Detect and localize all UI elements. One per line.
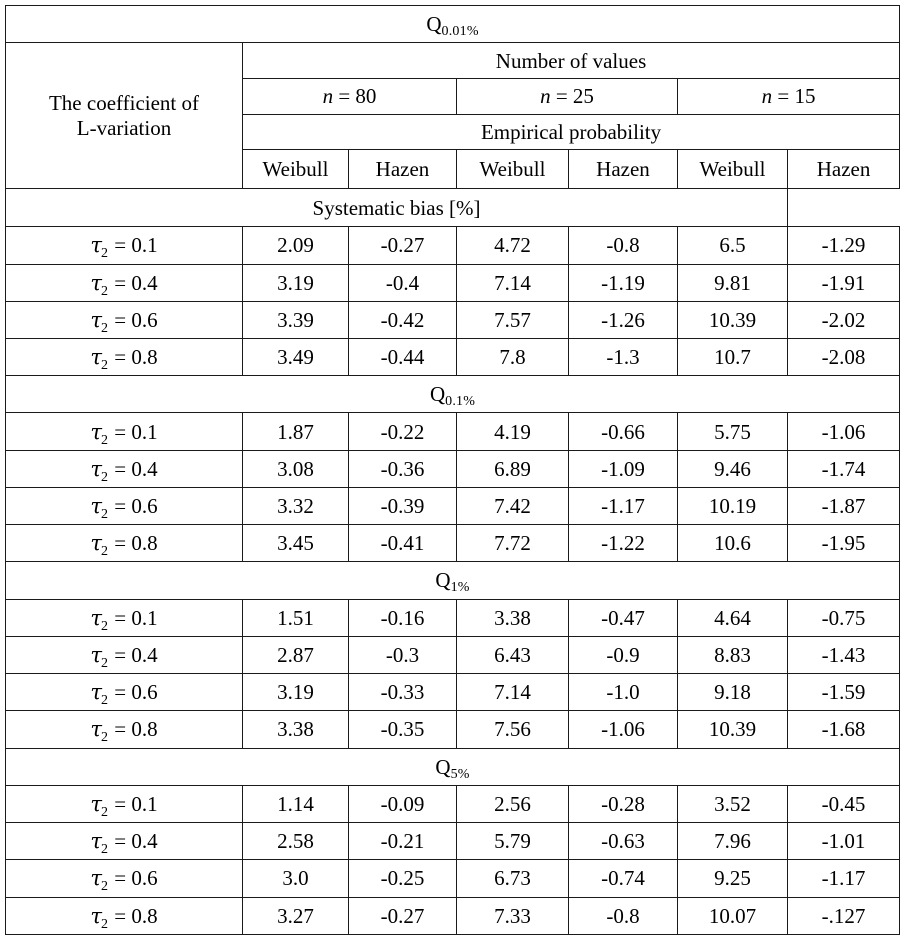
tau-subscript: 2 [101,618,109,634]
tau-subscript: 2 [101,916,109,932]
tau-symbol: τ [90,419,103,444]
data-cell: 7.33 [457,897,569,935]
data-cell: 3.32 [243,487,349,524]
row-label-tau [6,450,243,487]
section-title-row [6,376,900,413]
section-title-row [6,562,900,599]
data-cell: -0.35 [349,711,457,748]
data-cell: 9.25 [678,860,788,897]
data-cell: 6.89 [457,450,569,487]
section-title-row [6,748,900,785]
data-cell: -1.59 [788,674,900,711]
group-header-systematic-bias: Systematic bias [%] [6,188,788,226]
sample-size-value: 80 [355,84,377,109]
data-cell: -0.3 [349,636,457,673]
data-cell: 6.73 [457,860,569,897]
sample-size-symbol: n [761,84,773,109]
tau-equals: = [114,642,127,667]
data-cell: 7.72 [457,525,569,562]
number-of-values-row [6,43,900,79]
row-label-tau [6,674,243,711]
systematic-bias-table [5,5,900,935]
data-cell: -1.01 [788,823,900,860]
method-header-weibull-n80: Weibull [243,149,349,188]
method-header-weibull-n25: Weibull [457,149,569,188]
tau-equals: = [114,903,127,928]
sample-size-equals: = [555,84,568,109]
section-title-q01 [6,376,900,413]
data-cell: 5.75 [678,413,788,450]
section-title-row [6,6,900,43]
tau-symbol: τ [90,493,103,518]
row-label-tau [6,785,243,822]
data-cell: 3.52 [678,785,788,822]
tau-symbol: τ [90,233,103,258]
data-cell: 9.18 [678,674,788,711]
data-cell: -0.33 [349,674,457,711]
data-cell: 7.14 [457,264,569,301]
data-cell: 3.49 [243,338,349,375]
method-header-hazen-n80: Hazen [349,149,457,188]
tau-subscript: 2 [101,730,109,746]
tau-subscript: 2 [101,246,109,262]
tau-subscript: 2 [101,842,109,858]
tau-equals: = [114,829,127,854]
data-cell: 10.6 [678,525,788,562]
data-cell: -1.43 [788,636,900,673]
data-cell: -1.0 [569,674,678,711]
data-cell: -0.63 [569,823,678,860]
data-cell: -1.19 [569,264,678,301]
tau-symbol: τ [90,903,103,928]
data-cell: -1.22 [569,525,678,562]
data-cell: -0.8 [569,227,678,264]
data-cell: -0.28 [569,785,678,822]
section-title-q001 [6,6,900,43]
tau-equals: = [114,866,127,891]
table-row [6,301,900,338]
method-header-hazen-n15: Hazen [788,149,900,188]
tau-symbol: τ [90,531,103,556]
tau-value: 0.8 [131,717,158,742]
data-cell: -0.25 [349,860,457,897]
data-cell: 9.81 [678,264,788,301]
section-title-subscript: 0.1% [445,394,476,410]
tau-value: 0.1 [131,605,158,630]
tau-value: 0.6 [131,493,158,518]
data-cell: -0.47 [569,599,678,636]
section-title-q5 [6,748,900,785]
tau-value: 0.8 [131,345,158,370]
data-cell: -1.06 [788,413,900,450]
data-cell: -1.09 [569,450,678,487]
data-cell: 3.0 [243,860,349,897]
tau-value: 0.1 [131,419,158,444]
corner-header-coefficient-of-l-variation [6,43,243,189]
tau-subscript: 2 [101,804,109,820]
tau-symbol: τ [90,345,103,370]
data-cell: -0.36 [349,450,457,487]
sample-size-equals: = [777,84,790,109]
sample-size-equals: = [338,84,351,109]
data-cell: -0.09 [349,785,457,822]
sample-size-n15 [678,79,900,114]
data-cell: 4.64 [678,599,788,636]
table-body [6,6,900,935]
data-cell: -0.9 [569,636,678,673]
data-cell: -0.45 [788,785,900,822]
tau-subscript: 2 [101,358,109,374]
tau-equals: = [114,605,127,630]
tau-symbol: τ [90,642,103,667]
data-cell: -1.74 [788,450,900,487]
tau-equals: = [114,419,127,444]
tau-subscript: 2 [101,320,109,336]
tau-symbol: τ [90,717,103,742]
row-label-tau [6,301,243,338]
tau-value: 0.6 [131,680,158,705]
method-header-hazen-n25: Hazen [569,149,678,188]
data-cell: -0.27 [349,227,457,264]
data-cell: -0.74 [569,860,678,897]
tau-subscript: 2 [101,283,109,299]
data-cell: -1.68 [788,711,900,748]
table-row [6,487,900,524]
data-cell: -1.17 [788,860,900,897]
tau-value: 0.1 [131,791,158,816]
table-row [6,450,900,487]
tau-subscript: 2 [101,693,109,709]
data-cell: -0.66 [569,413,678,450]
data-cell: -0.41 [349,525,457,562]
data-cell: -1.3 [569,338,678,375]
data-cell: 3.38 [243,711,349,748]
data-cell: -0.8 [569,897,678,935]
sample-size-value: 15 [794,84,816,109]
data-cell: 10.07 [678,897,788,935]
data-cell: -1.29 [788,227,900,264]
tau-equals: = [114,717,127,742]
table-row [6,338,900,375]
tau-value: 0.8 [131,903,158,928]
table-row [6,413,900,450]
data-cell: 10.39 [678,711,788,748]
tau-symbol: τ [90,866,103,891]
section-title-q1 [6,562,900,599]
row-label-tau [6,413,243,450]
data-cell: 5.79 [457,823,569,860]
data-cell: -2.02 [788,301,900,338]
data-cell: 7.8 [457,338,569,375]
tau-value: 0.8 [131,531,158,556]
data-cell: 1.14 [243,785,349,822]
data-cell: 4.19 [457,413,569,450]
tau-equals: = [114,345,127,370]
row-label-tau [6,636,243,673]
tau-symbol: τ [90,605,103,630]
corner-header-line-1: The coefficient of [48,91,200,116]
data-cell: 9.46 [678,450,788,487]
section-title-base: Q [435,754,451,779]
sample-size-symbol: n [540,84,551,109]
data-cell: 1.51 [243,599,349,636]
data-cell: 3.27 [243,897,349,935]
tau-subscript: 2 [101,655,109,671]
data-cell: -0.22 [349,413,457,450]
table-row [6,860,900,897]
row-label-tau [6,264,243,301]
group-header-empirical-probability: Empirical probability [243,114,900,149]
tau-symbol: τ [90,829,103,854]
data-cell: -2.08 [788,338,900,375]
tau-value: 0.4 [131,642,158,667]
table-row [6,599,900,636]
sample-size-value: 25 [572,84,594,109]
sample-size-symbol: n [322,84,334,109]
tau-symbol: τ [90,680,103,705]
data-cell: -0.27 [349,897,457,935]
tau-value: 0.1 [131,233,158,258]
data-cell: -1.06 [569,711,678,748]
data-cell: 3.19 [243,674,349,711]
data-cell: -0.75 [788,599,900,636]
data-cell: 2.87 [243,636,349,673]
tau-equals: = [114,531,127,556]
table-row [6,785,900,822]
data-cell: 10.19 [678,487,788,524]
tau-value: 0.4 [131,270,158,295]
data-cell: 7.96 [678,823,788,860]
data-cell: -1.95 [788,525,900,562]
row-label-tau [6,338,243,375]
tau-equals: = [114,233,127,258]
tau-symbol: τ [90,791,103,816]
sample-size-n25 [457,79,678,114]
tau-equals: = [114,493,127,518]
sample-size-n80 [243,79,457,114]
table-row [6,525,900,562]
tau-equals: = [114,456,127,481]
data-cell: -0.42 [349,301,457,338]
table-row [6,711,900,748]
corner-header-line-2: L-variation [76,115,172,140]
section-title-subscript: 5% [450,766,470,782]
row-label-tau [6,227,243,264]
data-cell: 3.38 [457,599,569,636]
data-cell: -1.26 [569,301,678,338]
data-cell: 6.5 [678,227,788,264]
data-cell: 1.87 [243,413,349,450]
method-header-weibull-n15: Weibull [678,149,788,188]
tau-symbol: τ [90,456,103,481]
data-cell: 3.39 [243,301,349,338]
section-title-base: Q [429,382,446,407]
data-cell: -0.4 [349,264,457,301]
row-label-tau [6,823,243,860]
section-title-base: Q [435,568,451,593]
row-label-tau [6,599,243,636]
data-cell: -0.39 [349,487,457,524]
table-row [6,823,900,860]
data-cell: 2.58 [243,823,349,860]
data-cell: -0.16 [349,599,457,636]
tau-subscript: 2 [101,469,109,485]
data-cell: -1.91 [788,264,900,301]
data-cell: 10.39 [678,301,788,338]
row-label-tau [6,487,243,524]
data-cell: 2.56 [457,785,569,822]
section-title-subscript: 0.01% [441,24,479,40]
tau-equals: = [114,270,127,295]
tau-value: 0.4 [131,829,158,854]
tau-subscript: 2 [101,432,109,448]
row-label-tau [6,897,243,935]
data-cell: -1.17 [569,487,678,524]
section-title-base: Q [426,12,442,37]
tau-subscript: 2 [101,544,109,560]
tau-subscript: 2 [101,506,109,522]
table-row [6,636,900,673]
tau-equals: = [114,680,127,705]
row-label-tau [6,525,243,562]
data-cell: -0.21 [349,823,457,860]
tau-symbol: τ [90,270,103,295]
data-cell: 3.08 [243,450,349,487]
data-cell: 7.42 [457,487,569,524]
tau-value: 0.6 [131,307,158,332]
row-label-tau [6,711,243,748]
data-cell: 4.72 [457,227,569,264]
data-cell: 7.14 [457,674,569,711]
data-cell: 6.43 [457,636,569,673]
table-row [6,674,900,711]
data-cell: 3.45 [243,525,349,562]
table-row [6,897,900,935]
systematic-bias-header-row [6,188,900,226]
table-row [6,264,900,301]
tau-symbol: τ [90,307,103,332]
tau-value: 0.6 [131,866,158,891]
data-cell: -1.87 [788,487,900,524]
data-cell: -.127 [788,897,900,935]
data-cell: 10.7 [678,338,788,375]
tau-subscript: 2 [101,879,109,895]
data-cell: 7.57 [457,301,569,338]
table-row [6,227,900,264]
tau-value: 0.4 [131,456,158,481]
data-cell: 3.19 [243,264,349,301]
data-cell: 7.56 [457,711,569,748]
section-title-subscript: 1% [450,580,470,596]
data-cell: 2.09 [243,227,349,264]
data-cell: 8.83 [678,636,788,673]
tau-equals: = [114,307,127,332]
row-label-tau [6,860,243,897]
data-cell: -0.44 [349,338,457,375]
group-header-number-of-values: Number of values [243,43,900,79]
tau-equals: = [114,791,127,816]
